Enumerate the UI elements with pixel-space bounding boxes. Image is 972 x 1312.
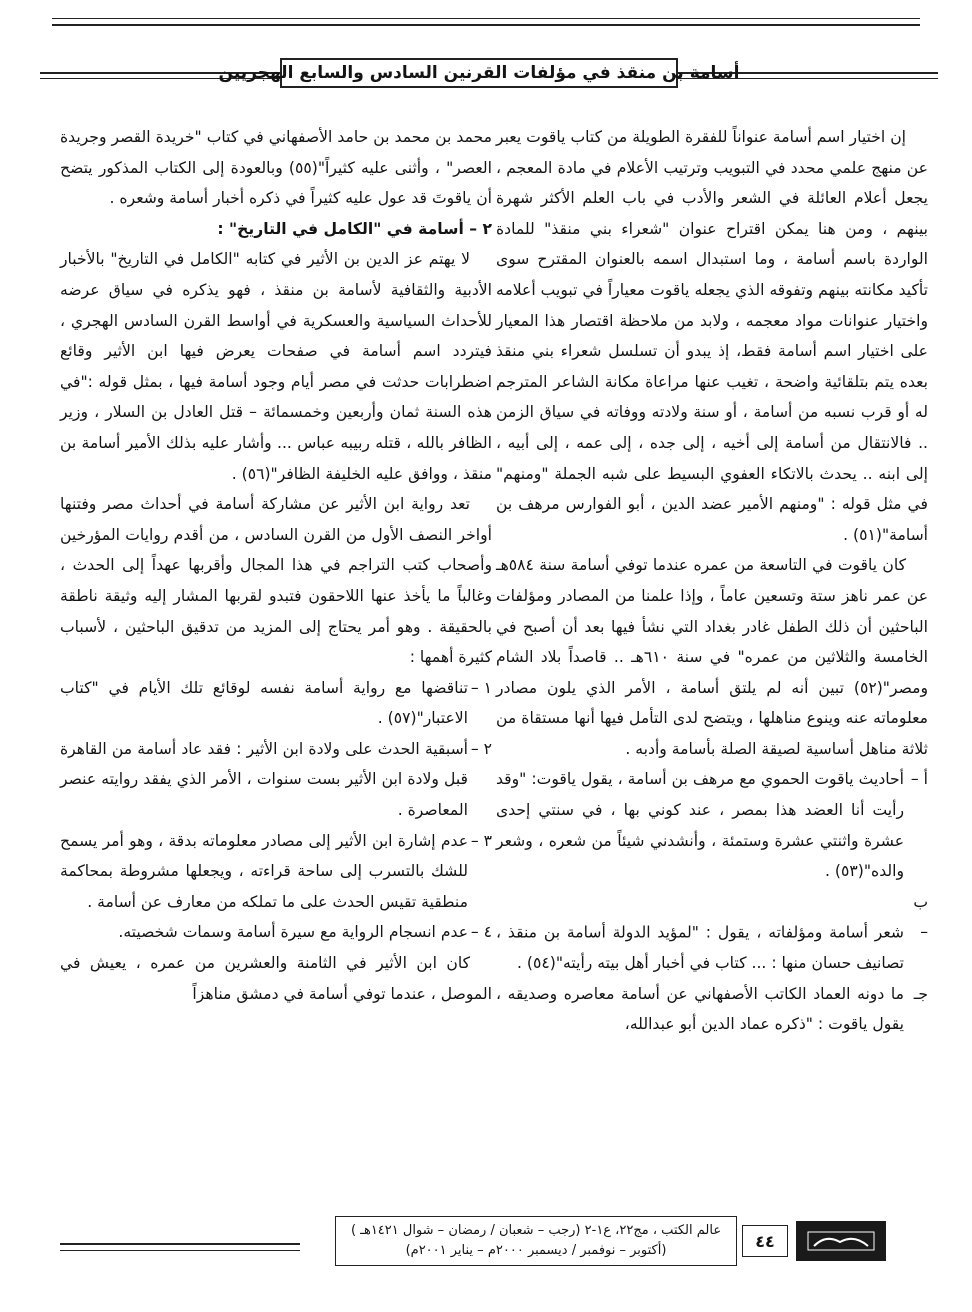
list-item-number: جـ <box>913 984 928 1003</box>
top-rule <box>52 18 920 19</box>
list-item-number: ٣ – <box>470 831 492 850</box>
list-item <box>60 734 492 826</box>
paragraph: تعد رواية ابن الأثير عن مشاركة أسامة في أحداث مصر وفتنها أواخر النصف الأول من القرن السادس ، من أقدم روايات المؤرخين وأصحاب كتب التراجم في هذا المجال وأقربها عهداً إلى الحدث ، وغالباً ما يأخذ عنها اللاحقون فتبدو لقربها المشار إليه وثيقة ناطقة بالحقيقة . وهو أمر يحتاج إلى المزيد من تدقيق الباحثين ، لأسباب كثيرة أهمها : <box>60 495 492 667</box>
section-heading: ٢ – أسامة في "الكامل في التاريخ" : <box>217 219 492 238</box>
journal-logo-icon <box>796 1221 886 1261</box>
paragraph: لا يهتم عز الدين بن الأثير في كتابه "الكامل في التاريخ" بالأخبار الأدبية والثقافية لأسامة بن منقذ ، فهو يذكره في سياق عرضه للأحداث السياسية والعسكرية في أواسط القرن السادس الهجري ، فيتردد اسم أسامة في صفحات يعرض فيها ابن الأثير وقائع اضطرابات حدثت في مصر أيام وجود أسامة فيها ، بمثل قوله :"في هذه السنة ثمان وأربعين وخمسمائة – قتل العادل بن السلار ، وزير الظافر بالله ، قتله ربيبه عباس ... وأشار عليه بذلك الأمير أسامة بن منقذ ، ووافق عليه الخليفة الظافر"(٥٦) . <box>60 250 492 483</box>
list-item-number: ١ – <box>470 678 492 697</box>
list-item-text: شعر أسامة ومؤلفاته ، يقول : "لمؤيد الدولة أسامة بن منقذ ، تصانيف حسان منها : ... كتاب في أخبار أهل بيته رأيته"(٥٤) . <box>496 923 904 973</box>
paragraph: كان ابن الأثير في الثامنة والعشرين من عمره ، يعيش في الموصل ، عندما توفي أسامة في دمشق مناهزاً <box>60 954 492 1003</box>
footer-rule-left <box>60 1243 300 1245</box>
paragraph: كان ياقوت في التاسعة من عمره عندما توفي أسامة سنة ٥٨٤هـ عن عمر ناهز ستة وتسعين عاماً ، وإذا علمنا من المصادر ومؤلفات الباحثين أن ذلك الطفل غادر بغداد التي نشأ فيها بعد أن أصبح في الخامسة والثلاثين من عمره" في سنة ٦١٠هـ .. قاصداً بلاد الشام ومصر"(٥٢) تبين أنه لم يلتق أسامة ، الأمر الذي يلون مصادر معلوماته عنه وينوع مناهلها ، ويتضح لدى التأمل فيها أنها مستقاة من ثلاثة مناهل أساسية لصيقة الصلة بأسامة وأدبه . <box>496 556 928 758</box>
top-rule-thick <box>52 24 920 26</box>
list-item <box>496 764 928 886</box>
list-item <box>60 826 492 918</box>
list-item-number: ٤ – <box>470 923 492 942</box>
list-item-number: ب – <box>913 892 928 942</box>
list-item-text: أحاديث ياقوت الحموي مع مرهف بن أسامة ، يقول ياقوت: "وقد رأيت أنا العضد هذا بمصر ، عند كوني بها ، في سنتي إحدى عشرة واثنتي عشرة وستمئة ، وأنشدني شيئاً من شعره ، وشعر والده"(٥٣) . <box>496 770 904 881</box>
list-item-text: أسبقية الحدث على ولادة ابن الأثير : فقد عاد أسامة من القاهرة قبل ولادة ابن الأثير بست سنوات ، الأمر الذي يفقد روايته عنصر المعاصرة . <box>60 739 468 820</box>
list-item-text: عدم انسجام الرواية مع سيرة أسامة وسمات شخصيته. <box>118 923 468 942</box>
footer-citation <box>335 1216 737 1266</box>
running-header-title: أسامة بن منقذ في مؤلفات القرنين السادس والسابع الهجريين <box>218 63 740 83</box>
footer-line-1: عالم الكتب ، مج٢٢، ع١-٢ (رجب – شعبان / رمضان – شوال ١٤٢١هـ ) <box>350 1223 722 1238</box>
list-item <box>60 673 492 734</box>
list-item <box>496 979 928 1040</box>
list-item <box>60 917 492 948</box>
logo-glyph-icon <box>806 1228 876 1254</box>
footer-line-2: (أكتوبر – نوفمبر / ديسمبر ٢٠٠٠م – يناير ٢٠٠١م) <box>405 1243 667 1258</box>
left-column <box>60 122 492 1009</box>
list-item-text: عدم إشارة ابن الأثير إلى مصادر معلوماته بدقة ، وهو أمر يسمح للشك بالتسرب إلى ساحة قراءته ، ويجعلها مشروطة بمحاكمة منطقية تقيس الحدث على ما تملكه من معارف عن أسامة . <box>60 831 468 911</box>
list-item <box>496 887 928 979</box>
paragraph: إن اختيار اسم أسامة عنواناً للفقرة الطويلة من كتاب ياقوت يعبر عن منهج علمي محدد في التبويب وترتيب الأعلام في مادة المعجم ، يجعل أعلام العائلة في الشعر والأدب في باب العلم الأكثر شهرة بينهم ، ومن هنا يمكن اقتراح عنوان "شعراء بني منقذ" للمادة الواردة باسم أسامة ، وما استبدال اسمه بالعنوان المقترح سوى تأكيد مكانته بينهم وتفوقه الذي يجعله ياقوت معياراً في تبويب أعلامه واختيار عنوانات مواد معجمه ، ولابد من ملاحظة اقتصار هذا المعيار على اختيار اسم أسامة فقط، إذ يبدو أن تسلسل شعراء بني منقذ بعده يتم بتلقائية واضحة ، تغيب عنها مراعاة مكانة الشاعر المترجم له أو قرب نسبه من أسامة ، أو سنة ولادته ووفاته في سياق الزمن .. فالانتقال من أسامة إلى أخيه ، إلى جده ، إلى عمه ، إلى أبيه ، إلى ابنه .. يحدث بالاتكاء العفوي البسيط على شبه الجملة "ومنهم" في مثل قوله : "ومنهم الأمير عضد الدين ، أبو الفوارس مرهف بن أسامة"(٥١) . <box>496 128 928 544</box>
page-number: ٤٤ <box>742 1225 788 1257</box>
list-item-number: ٢ – <box>470 739 492 758</box>
paragraph: محمد بن محمد بن حامد الأصفهاني في كتاب "خريدة القصر وجريدة العصر" ، وأثنى عليه كثيراً"(٥٥) وبالعودة إلى الكتاب المذكور يتضح أن ياقوتَ قد عول عليه كثيراً في ذكره أخبار أسامة وشعره . <box>60 128 492 208</box>
list-item-number: أ – <box>910 770 928 789</box>
running-header <box>218 58 740 88</box>
list-item-text: تناقضها مع رواية أسامة نفسه لوقائع تلك الأيام في "كتاب الاعتبار"(٥٧) . <box>60 678 468 728</box>
right-column <box>496 122 928 1040</box>
list-item-text: ما دونه العماد الكاتب الأصفهاني عن أسامة معاصره وصديقه ، يقول ياقوت : "ذكره عماد الدين أبو عبدالله، <box>496 984 904 1034</box>
footer-rule-left-thin <box>60 1250 300 1251</box>
